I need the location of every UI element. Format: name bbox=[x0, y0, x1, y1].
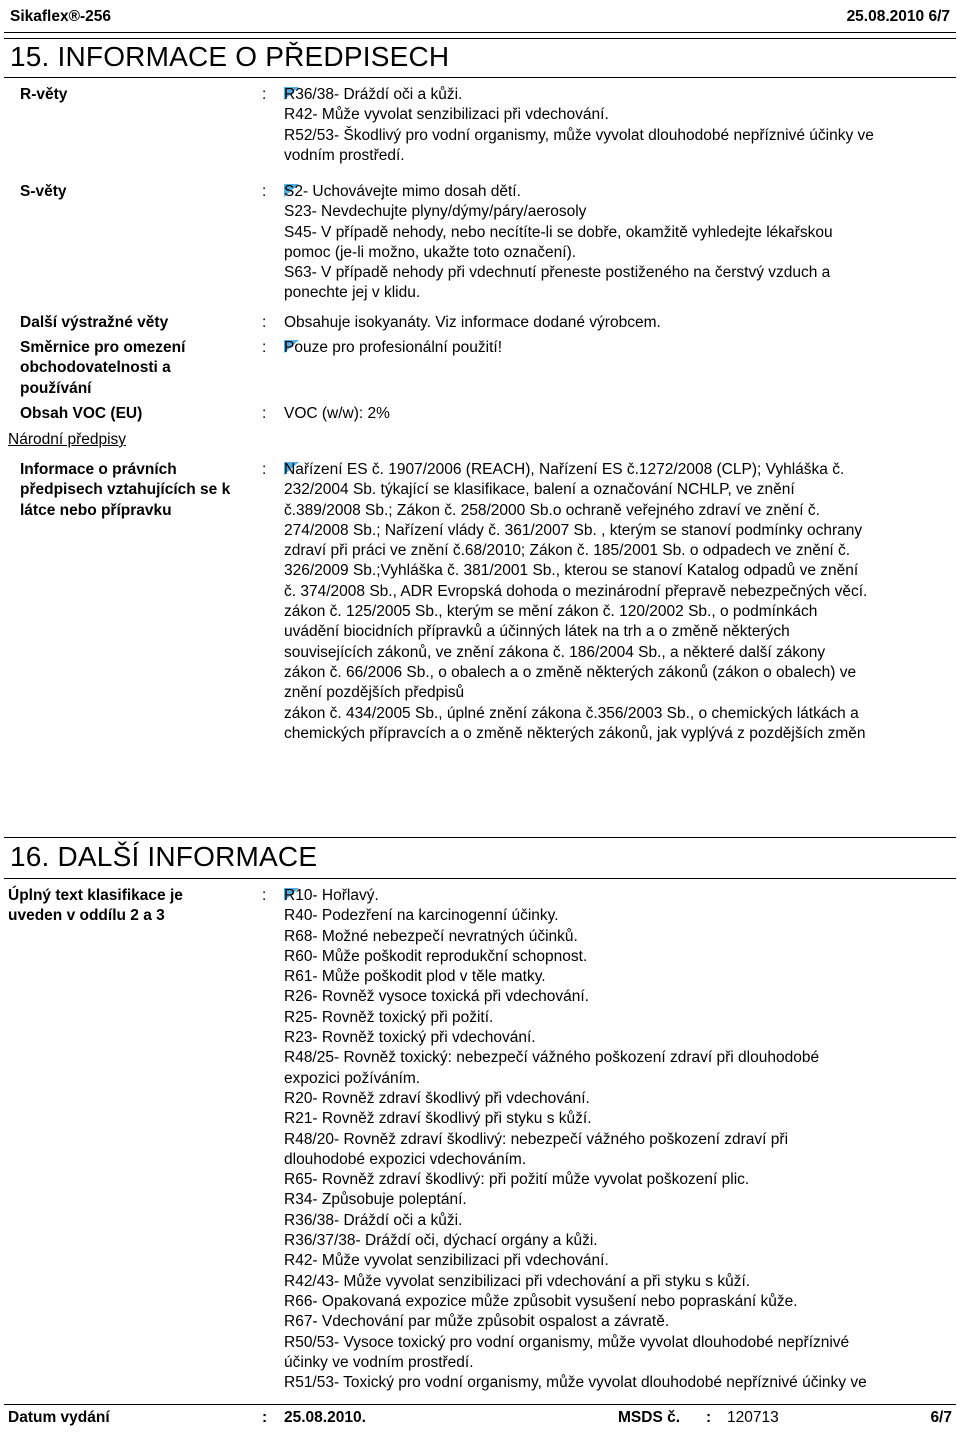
r-phrases-list bbox=[284, 85, 954, 166]
colon: : bbox=[262, 887, 267, 904]
legal-line: 326/2009 Sb.;Vyhláška č. 381/2001 Sb., kterou se stanoví Katalog odpadů ve znění bbox=[284, 562, 859, 580]
full-text-line: R48/25- Rovněž toxický: nebezpečí vážného poškození zdraví při dlouhodobé bbox=[284, 1049, 820, 1067]
full-text-line: R26- Rovněž vysoce toxická při vdechování. bbox=[284, 988, 589, 1006]
colon: : bbox=[262, 314, 267, 331]
legal-line: uvádění biocidních přípravků a účinných látek na trh a o změně některých bbox=[284, 623, 790, 641]
full-text-line: expozici požíváním. bbox=[284, 1069, 421, 1087]
full-text-line: R10- Hořlavý. bbox=[284, 887, 379, 904]
s-phrase-line: S2- Uchovávejte mimo dosah dětí. bbox=[284, 183, 521, 200]
legal-line: zákon č. 434/2005 Sb., úplné znění zákona č.356/2003 Sb., o chemických látkách a bbox=[284, 704, 859, 722]
legal-line: Nařízení ES č. 1907/2006 (REACH), Nařízení ES č.1272/2008 (CLP); Vyhláška č. bbox=[284, 461, 845, 478]
header-date-page: 25.08.2010 6/7 bbox=[846, 8, 950, 25]
full-text-line: R51/53- Toxický pro vodní organismy, může vyvolat dlouhodobé nepříznivé účinky ve bbox=[284, 1374, 867, 1392]
other-warnings-label: Další výstražné věty bbox=[20, 314, 169, 331]
colon: : bbox=[706, 1409, 712, 1426]
r-phrase-line: R42- Může vyvolat senzibilizaci při vdechování. bbox=[284, 106, 609, 124]
legal-line: 232/2004 Sb. týkající se klasifikace, balení a označování NCHLP, ve znění bbox=[284, 481, 795, 499]
issue-date-label: Datum vydání bbox=[8, 1409, 110, 1426]
legal-line: č. 374/2008 Sb., ADR Evropská dohoda o mezinárodní přepravě nebezpečných věcí. bbox=[284, 582, 868, 600]
legal-line: 274/2008 Sb.; Nařízení vlády č. 361/2007 Sb. , kterým se stanoví podmínky ochrany bbox=[284, 521, 863, 539]
page-number: 6/7 bbox=[930, 1409, 952, 1426]
s-phrase-line: S45- V případě nehody, nebo necítíte-li se dobře, okamžitě vyhledejte lékařskou bbox=[284, 223, 833, 241]
legal-line: souvisejících zákonů, ve znění zákona č. 186/2004 Sb., a některé další zákony bbox=[284, 643, 826, 661]
r-phrase-line: vodním prostředí. bbox=[284, 146, 405, 164]
full-text-line: R20- Rovněž zdraví škodlivý při vdechování. bbox=[284, 1089, 590, 1107]
s-phrase-line: ponechte jej v klidu. bbox=[284, 284, 421, 302]
voc-value: VOC (w/w): 2% bbox=[284, 405, 390, 422]
r-phrase-line: R36/38- Dráždí oči a kůži. bbox=[284, 86, 463, 103]
legal-line: č.389/2008 Sb.; Zákon č. 258/2000 Sb.o ochraně veřejného zdraví ve znění č. bbox=[284, 501, 820, 519]
restrictions-label: Směrnice pro omezení obchodovatelnosti a používání bbox=[20, 339, 186, 397]
full-text-line: R36/37/38- Dráždí oči, dýchací orgány a kůži. bbox=[284, 1232, 598, 1250]
full-text-line: R42- Může vyvolat senzibilizaci při vdechování. bbox=[284, 1252, 609, 1270]
s-phrase-line: S23- Nevdechujte plyny/dýmy/páry/aerosoly bbox=[284, 203, 587, 221]
full-text-line: R34- Způsobuje poleptání. bbox=[284, 1191, 467, 1209]
colon: : bbox=[262, 405, 267, 422]
other-warnings-value: Obsahuje isokyanáty. Viz informace dodané výrobcem. bbox=[284, 314, 661, 331]
s-phrases-label: S-věty bbox=[20, 183, 67, 200]
full-text-line: R67- Vdechování par může způsobit ospalost a závratě. bbox=[284, 1313, 670, 1331]
colon: : bbox=[262, 1409, 268, 1426]
colon: : bbox=[262, 86, 267, 103]
legal-line: zákon č. 66/2006 Sb., o obalech a o změně některých zákonů (zákon o obalech) ve bbox=[284, 663, 857, 681]
full-text-line: R25- Rovněž toxický při požití. bbox=[284, 1008, 494, 1026]
s-phrase-line: S63- V případě nehody při vdechnutí přeneste postiženého na čerstvý vzduch a bbox=[284, 264, 831, 282]
issue-date-value: 25.08.2010. bbox=[284, 1409, 366, 1426]
full-text-line: R42/43- Může vyvolat senzibilizaci při vdechování a při styku s kůží. bbox=[284, 1272, 751, 1290]
full-text-line: dlouhodobé expozici vdechováním. bbox=[284, 1150, 527, 1168]
legal-info-list bbox=[284, 460, 954, 744]
full-text-line: R48/20- Rovněž zdraví škodlivý: nebezpečí vážného poškození zdraví při bbox=[284, 1130, 789, 1148]
full-text-line: R23- Rovněž toxický při vdechování. bbox=[284, 1029, 536, 1047]
full-text-line: R21- Rovněž zdraví škodlivý při styku s kůží. bbox=[284, 1110, 592, 1128]
colon: : bbox=[262, 461, 267, 478]
full-text-list bbox=[284, 886, 954, 1393]
r-phrases-label: R-věty bbox=[20, 86, 68, 103]
full-text-line: R50/53- Vysoce toxický pro vodní organismy, může vyvolat dlouhodobé nepříznivé bbox=[284, 1333, 850, 1351]
legal-line: znění pozdějších předpisů bbox=[284, 684, 465, 702]
restrictions-value: Pouze pro profesionální použití! bbox=[284, 339, 502, 356]
full-text-line: účinky ve vodním prostředí. bbox=[284, 1353, 474, 1371]
legal-line: zdraví při práci ve znění č.68/2010; Zákon č. 185/2001 Sb. o odpadech ve znění č. bbox=[284, 542, 851, 560]
full-text-line: R36/38- Dráždí oči a kůži. bbox=[284, 1211, 463, 1229]
voc-label: Obsah VOC (EU) bbox=[20, 405, 143, 422]
r-phrase-line: R52/53- Škodlivý pro vodní organismy, může vyvolat dlouhodobé nepříznivé účinky ve bbox=[284, 126, 874, 144]
section-15-title: 15. INFORMACE O PŘEDPISECH bbox=[10, 41, 450, 72]
msds-number: 120713 bbox=[727, 1409, 779, 1426]
full-text-line: R68- Možné nebezpečí nevratných účinků. bbox=[284, 927, 578, 945]
header-rule bbox=[4, 32, 956, 33]
national-regulations-title: Národní předpisy bbox=[8, 431, 127, 448]
legal-info-label: Informace o právních předpisech vztahujících se k látce nebo přípravku bbox=[20, 461, 231, 519]
full-text-line: R40- Podezření na karcinogenní účinky. bbox=[284, 907, 559, 925]
s-phrases-list bbox=[284, 182, 954, 304]
msds-label: MSDS č. bbox=[618, 1409, 681, 1426]
product-name: Sikaflex®-256 bbox=[10, 8, 112, 25]
colon: : bbox=[262, 339, 267, 356]
colon: : bbox=[262, 183, 267, 200]
full-text-line: R61- Může poškodit plod v těle matky. bbox=[284, 968, 546, 986]
s-phrase-line: pomoc (je-li možno, ukažte toto označení). bbox=[284, 243, 577, 261]
footer-rule bbox=[4, 1404, 956, 1405]
full-text-line: R66- Opakovaná expozice může způsobit vysušení nebo popraskání kůže. bbox=[284, 1292, 798, 1310]
legal-line: chemických přípravcích a o změně některých zákonů, jak vyplývá z pozdějších změn bbox=[284, 724, 866, 742]
section-16-title: 16. DALŠÍ INFORMACE bbox=[10, 841, 318, 872]
legal-line: zákon č. 125/2005 Sb., kterým se mění zákon č. 120/2002 Sb., o podmínkách bbox=[284, 603, 818, 621]
full-text-line: R60- Může poškodit reprodukční schopnost. bbox=[284, 947, 588, 965]
full-text-line: R65- Rovněž zdraví škodlivý: při požití může vyvolat poškození plic. bbox=[284, 1171, 750, 1189]
full-text-label: Úplný text klasifikace je uveden v oddílu 2 a 3 bbox=[8, 887, 183, 925]
